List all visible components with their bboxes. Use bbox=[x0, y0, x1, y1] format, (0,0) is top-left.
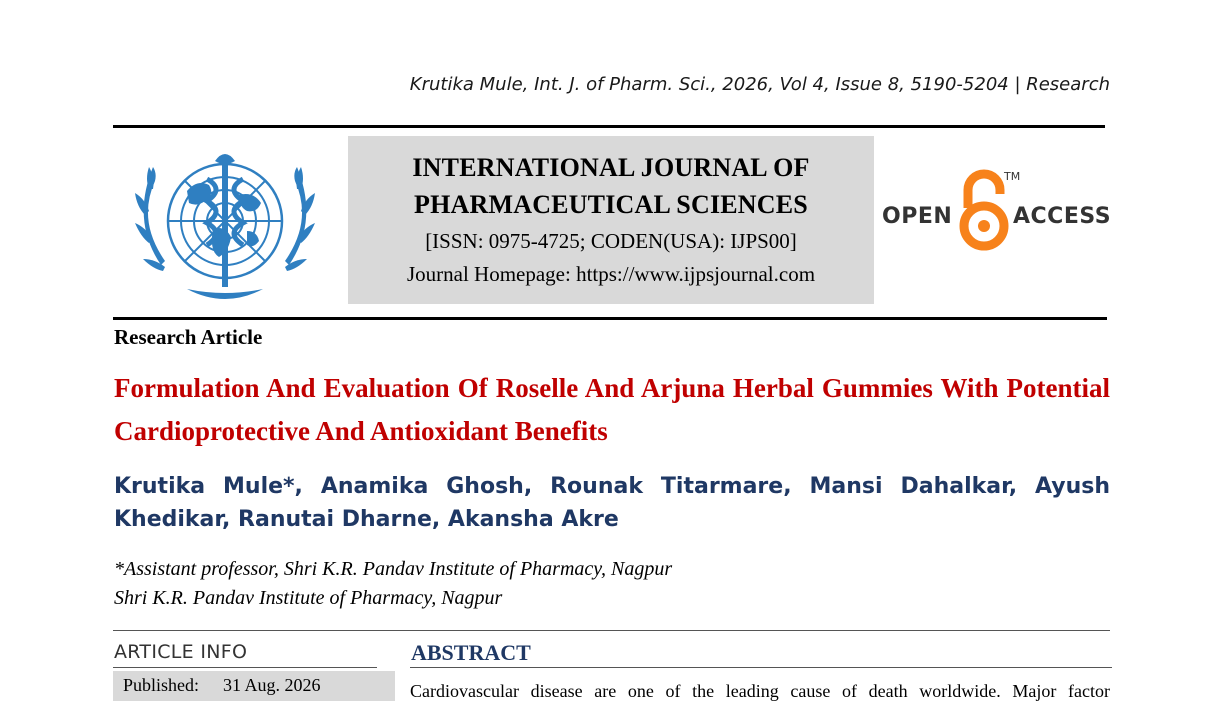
affiliation-divider bbox=[113, 630, 1110, 631]
header-top-rule bbox=[113, 125, 1105, 128]
abstract-text: Cardiovascular disease are one of the leading cause of death worldwide. Major factor bbox=[410, 681, 1110, 701]
affiliation-1: *Assistant professor, Shri K.R. Pandav Institute of Pharmacy, Nagpur bbox=[114, 558, 673, 580]
journal-issn: [ISSN: 0975-4725; CODEN(USA): IJPS00] bbox=[425, 229, 797, 253]
published-label: Published: bbox=[123, 675, 200, 695]
author-list: Krutika Mule*, Anamika Ghosh, Rounak Titarmare, Mansi Dahalkar, Ayush Khedikar, Ranutai Dharne, Akansha Akre bbox=[114, 474, 1110, 532]
published-date: 31 Aug. 2026 bbox=[223, 675, 321, 695]
abstract-heading: ABSTRACT bbox=[411, 640, 531, 665]
article-info-box bbox=[113, 671, 395, 701]
affiliation-2: Shri K.R. Pandav Institute of Pharmacy, Nagpur bbox=[114, 587, 503, 609]
article-info-divider bbox=[113, 667, 377, 668]
article-title: Formulation And Evaluation Of Roselle And Arjuna Herbal Gummies With Potential Cardioprotective And Antioxidant Benefits bbox=[114, 373, 1110, 446]
open-access-access-text: ACCESS bbox=[1013, 204, 1112, 229]
open-access-open-text: OPEN bbox=[882, 204, 953, 229]
article-type: Research Article bbox=[114, 325, 263, 349]
journal-title-line-1: INTERNATIONAL JOURNAL OF bbox=[412, 153, 810, 182]
journal-emblem-icon bbox=[127, 139, 323, 305]
open-access-logo bbox=[880, 168, 1112, 252]
running-head: Krutika Mule, Int. J. of Pharm. Sci., 2026, Vol 4, Issue 8, 5190-5204 | Research bbox=[409, 74, 1110, 95]
article-info-heading: ARTICLE INFO bbox=[114, 641, 248, 663]
abstract-divider bbox=[410, 667, 1112, 668]
trademark-mark: TM bbox=[1004, 170, 1021, 183]
header-bottom-rule bbox=[113, 317, 1107, 320]
journal-title-line-2: PHARMACEUTICAL SCIENCES bbox=[414, 190, 808, 219]
journal-masthead bbox=[348, 136, 874, 304]
journal-homepage-link[interactable]: Journal Homepage: https://www.ijpsjournal.com bbox=[406, 262, 816, 286]
